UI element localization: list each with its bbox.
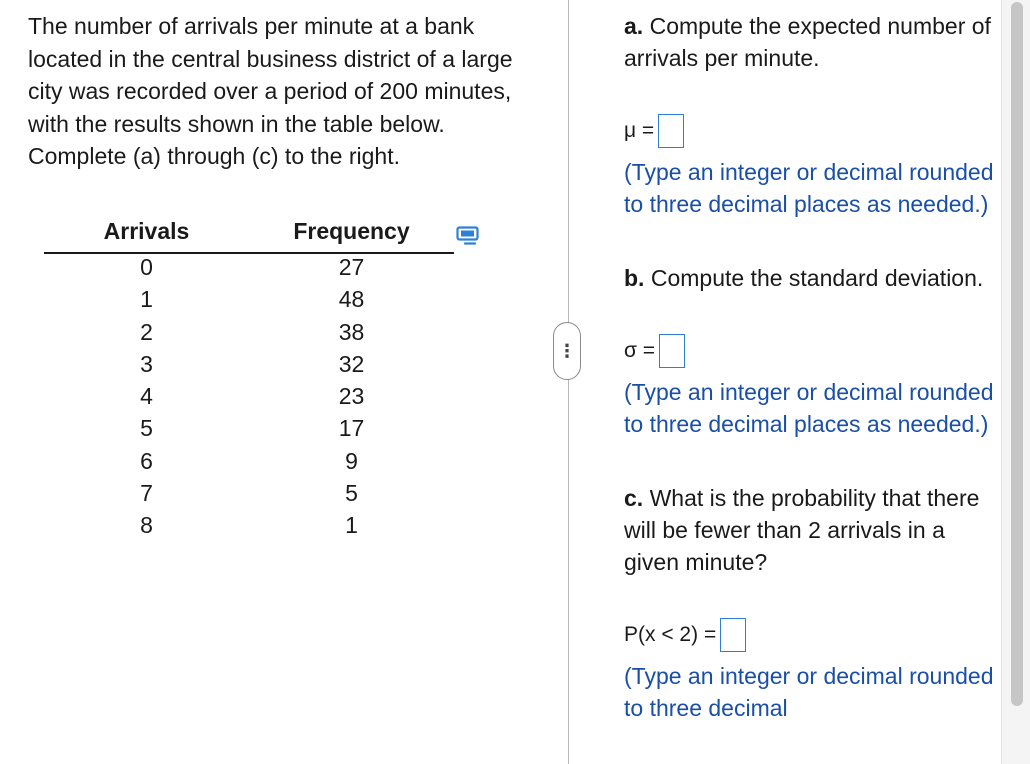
header-frequency: Frequency xyxy=(249,218,454,253)
frequency-cell: 32 xyxy=(338,350,365,377)
arrivals-cell: 6 xyxy=(140,447,153,474)
arrivals-table xyxy=(44,218,454,545)
frequency-cell: 23 xyxy=(338,383,365,410)
answer-c-label: P(x < 2) = xyxy=(624,623,717,646)
arrivals-cell: 7 xyxy=(140,480,153,507)
vertical-scrollbar[interactable] xyxy=(1001,0,1030,764)
frequency-cell: 27 xyxy=(338,254,365,280)
question-c-letter: c. xyxy=(624,485,644,511)
pane-divider xyxy=(568,0,569,764)
answer-c-hint: (Type an integer or decimal rounded to three decimal xyxy=(624,663,994,721)
answer-a-line xyxy=(624,112,994,150)
frequency-cell: 5 xyxy=(345,480,358,507)
answer-b-input[interactable] xyxy=(659,334,685,368)
arrivals-cell: 5 xyxy=(140,415,153,442)
table-row xyxy=(44,383,454,415)
table-row xyxy=(44,512,454,544)
answer-a-hint: (Type an integer or decimal rounded to three decimal places as needed.) xyxy=(624,159,994,217)
arrivals-cell: 0 xyxy=(140,254,153,280)
question-a-body: Compute the expected number of arrivals per minute. xyxy=(624,13,991,71)
table-row xyxy=(44,351,454,383)
arrivals-cell: 1 xyxy=(140,286,153,313)
answer-b-hint: (Type an integer or decimal rounded to three decimal places as needed.) xyxy=(624,379,994,437)
scrollbar-thumb[interactable] xyxy=(1011,2,1023,706)
answer-c-line xyxy=(624,616,994,654)
table-row xyxy=(44,286,454,318)
table-header-row xyxy=(44,218,454,253)
arrivals-cell: 8 xyxy=(140,512,153,539)
question-c-body: What is the probability that there will be fewer than 2 arrivals in a given minute? xyxy=(624,485,980,575)
questions-pane xyxy=(624,10,994,724)
question-c xyxy=(624,482,994,724)
frequency-cell: 48 xyxy=(338,286,365,313)
answer-a-label: μ = xyxy=(624,119,655,142)
copy-icon[interactable] xyxy=(456,226,482,248)
header-arrivals: Arrivals xyxy=(44,218,249,253)
divider-handle-glyph: ⋮ xyxy=(558,340,576,361)
question-a xyxy=(624,10,994,220)
frequency-cell: 1 xyxy=(345,512,358,539)
question-c-text xyxy=(624,482,994,578)
spacer xyxy=(624,220,994,262)
problem-intro: The number of arrivals per minute at a bank located in the central business district of a large city was recorded over a period of 200 minutes, with the results shown in the table below. Complete (a) through (c) to the right. xyxy=(28,13,513,169)
question-b-letter: b. xyxy=(624,265,645,291)
ellipsis-vertical-icon[interactable] xyxy=(553,322,581,380)
question-b-text xyxy=(624,262,994,294)
arrivals-cell: 3 xyxy=(140,350,153,377)
problem-pane xyxy=(28,10,528,539)
table-row xyxy=(44,448,454,480)
question-b xyxy=(624,262,994,440)
arrivals-cell: 2 xyxy=(140,318,153,345)
spacer xyxy=(624,440,994,482)
answer-c-input[interactable] xyxy=(720,618,746,652)
answer-b-line xyxy=(624,332,994,370)
table-row xyxy=(44,319,454,351)
question-b-body: Compute the standard deviation. xyxy=(644,265,984,291)
answer-a-input[interactable] xyxy=(658,114,684,148)
table-row xyxy=(44,415,454,447)
table-row xyxy=(44,480,454,512)
question-a-text xyxy=(624,10,994,74)
question-a-letter: a. xyxy=(624,13,644,39)
answer-b-label: σ = xyxy=(624,339,656,362)
table-row xyxy=(44,253,454,286)
arrivals-cell: 4 xyxy=(140,383,153,410)
frequency-cell: 9 xyxy=(345,447,358,474)
frequency-cell: 17 xyxy=(338,415,365,442)
frequency-cell: 38 xyxy=(338,318,365,345)
